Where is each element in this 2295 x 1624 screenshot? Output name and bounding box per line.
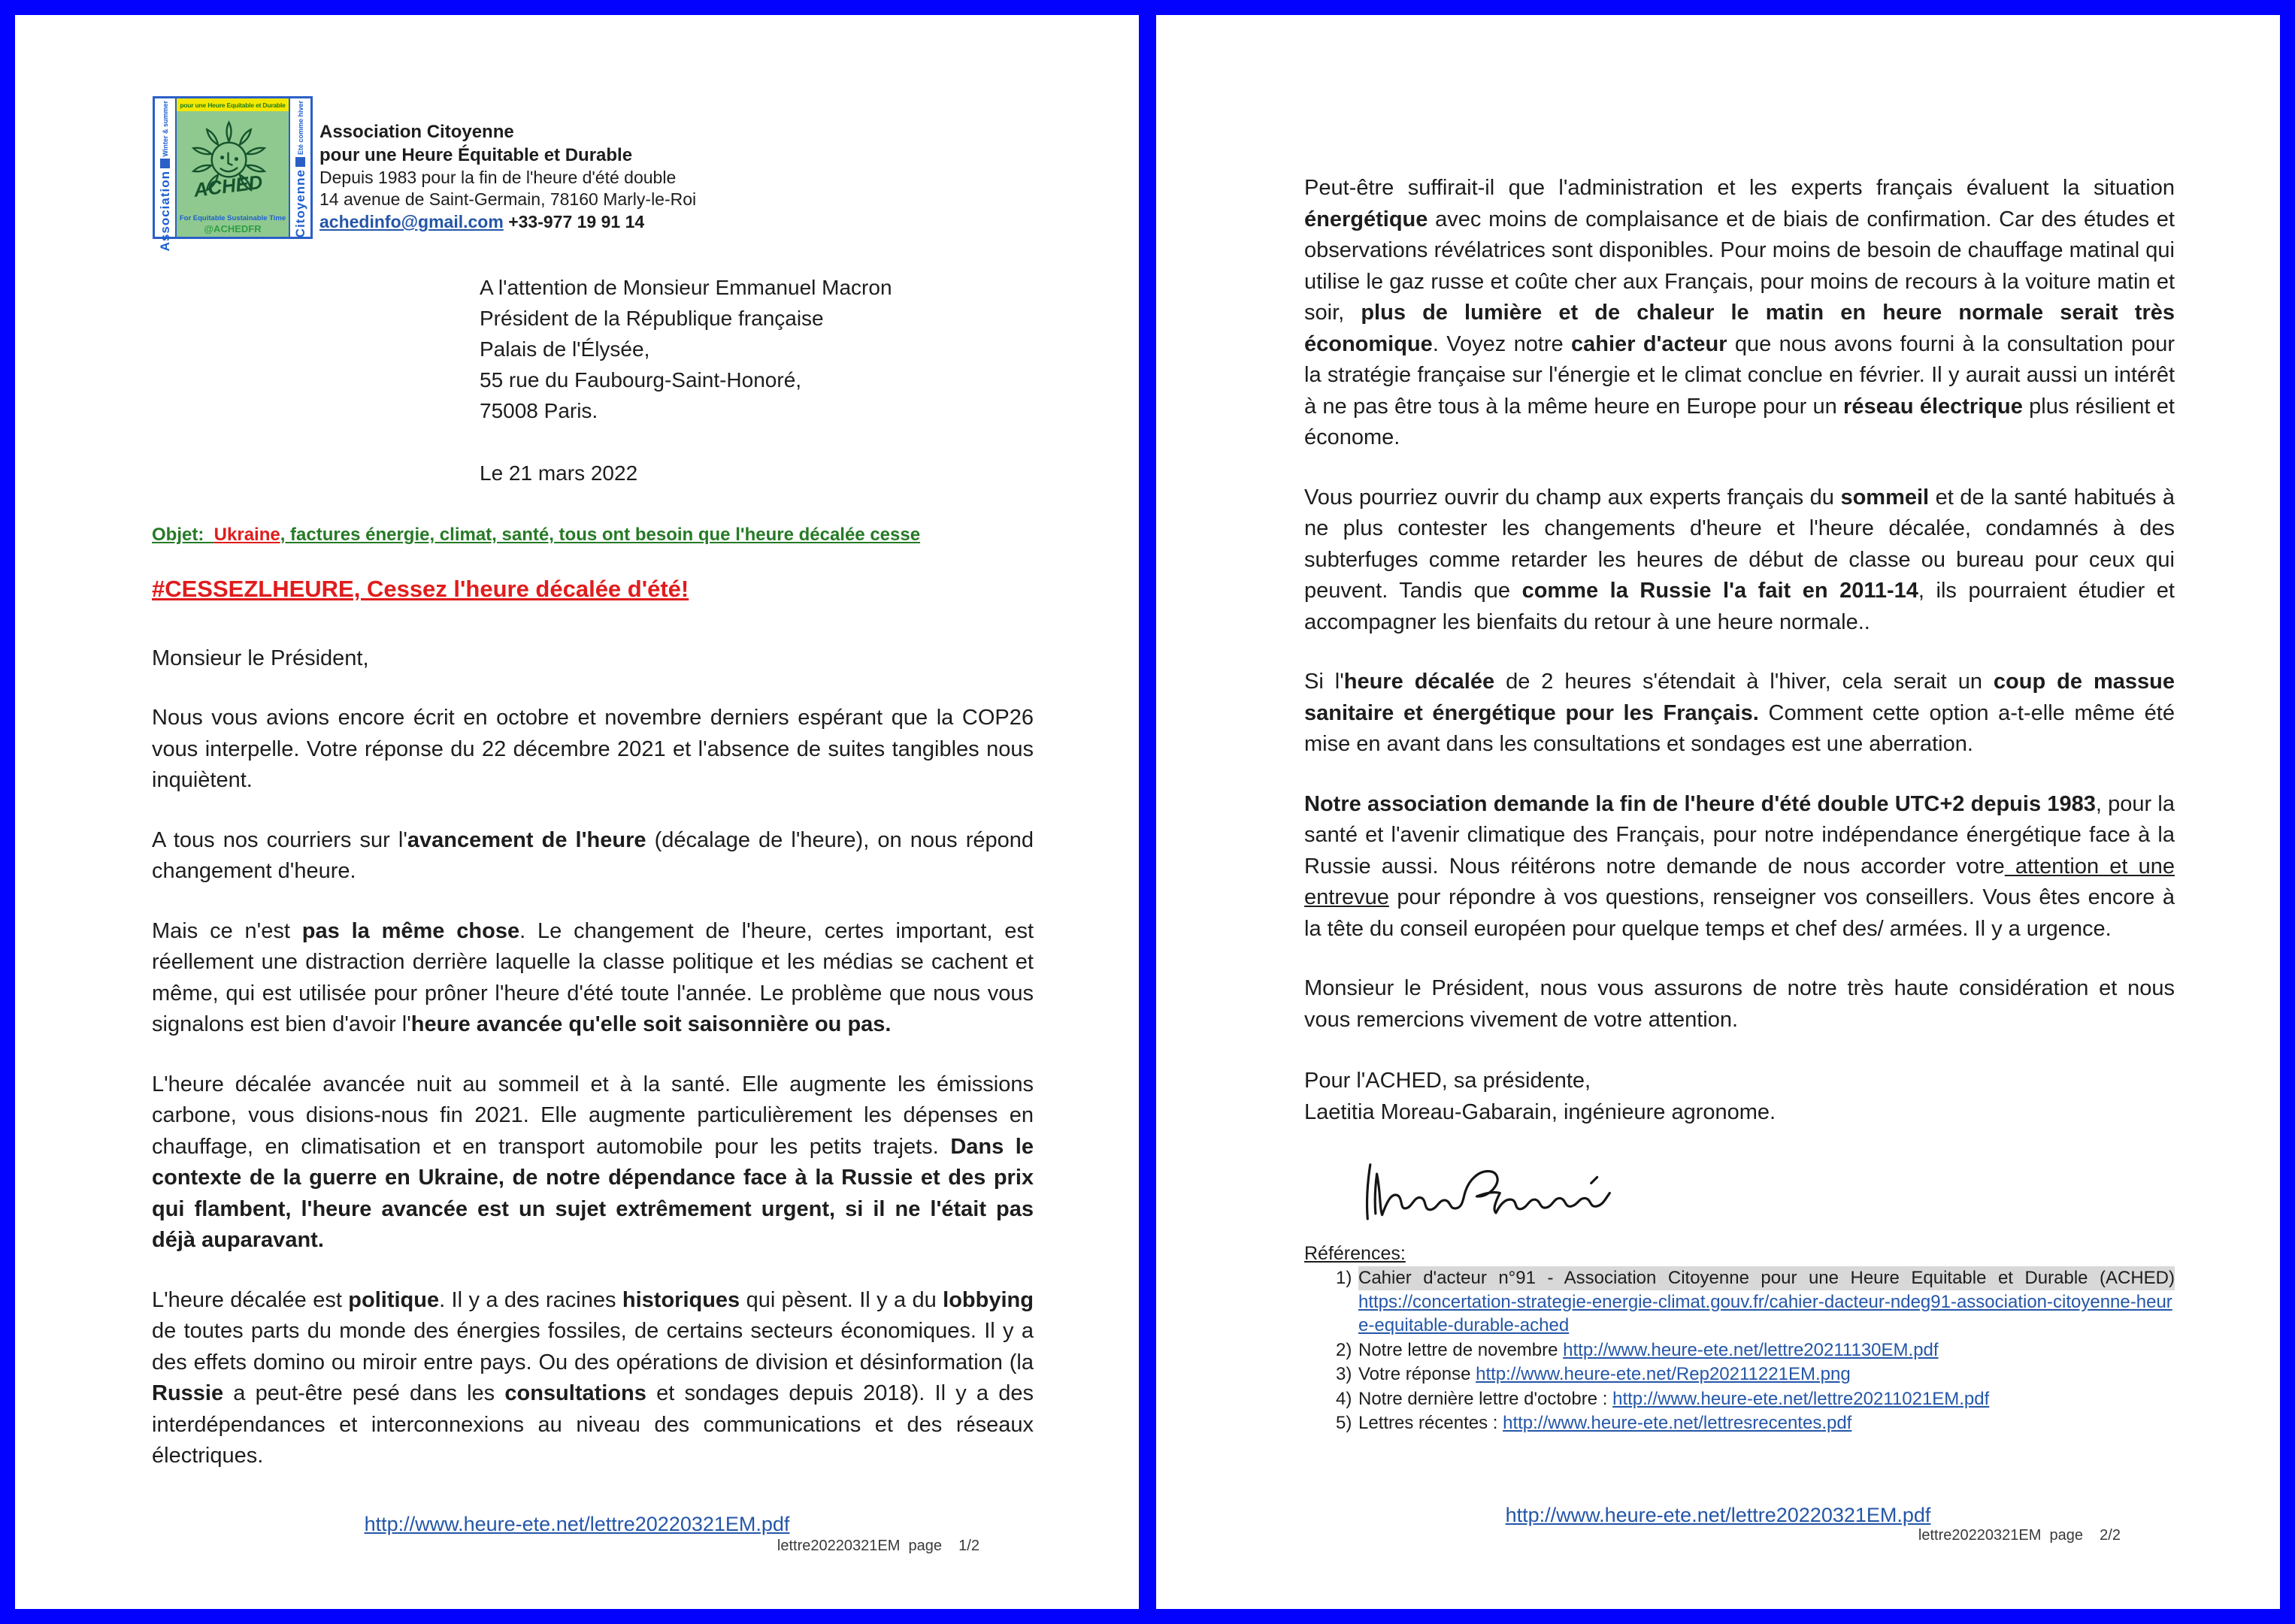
text-segment: cahier d'acteur (1571, 331, 1727, 356)
reference-item (1304, 1266, 2175, 1338)
text-segment: Dans le contexte de la guerre en Ukraine, de notre dépendance face à la Russie et des prix qui flambent, l'heure avancée est un sujet extrêmement urgent, si il ne l'était pas déjà auparavant. (152, 1134, 1034, 1252)
recipient-line: Président de la République française (480, 307, 824, 330)
logo-green-area (177, 111, 289, 237)
text-segment: Notre dernière lettre d'octobre : (1358, 1388, 1613, 1409)
org-contact-line (319, 210, 696, 234)
reference-number: 3) (1336, 1364, 1352, 1384)
footer-link-container (1156, 1504, 2280, 1527)
text-segment: Lettres récentes : (1358, 1413, 1503, 1433)
text-segment: heure décalée (1343, 670, 1495, 694)
text-segment: et de la santé habitués à ne plus contester les changements d'heure et l'heure décalée, condamnés à des subterfuges comme retarder les heures de début de classe ou bureau pour ceux qui peuvent. Tandis que (1304, 485, 2175, 603)
reference-text (1358, 1387, 2175, 1411)
text-segment: . Voyez notre (1432, 331, 1572, 356)
closing-line1: Pour l'ACHED, sa présidente, (1304, 1069, 1591, 1093)
text-segment: , pour la santé et l'avenir climatique des Français, pour notre indépendance énergétique face à la Russie aussi. Nous réitérons notre demande de nous accorder votre (1304, 791, 2175, 879)
text-segment: Nous vous avions encore écrit en octobre et novembre derniers espérant que la COP26 vous interpelle. Votre réponse du 22 décembre 2021 et l'absence de suites tangibles nous inquiètent. (152, 706, 1034, 792)
text-segment: avancement de l'heure (407, 827, 646, 852)
text-segment: L'heure décalée est (152, 1287, 349, 1312)
text-segment: consultations (504, 1381, 646, 1405)
text-segment: . Il y a des racines (439, 1287, 622, 1312)
text-segment: qui pèsent. Il y a du (740, 1287, 943, 1312)
logo-center (175, 98, 290, 237)
paragraph-2 (152, 825, 1034, 888)
page-number-label: lettre20220321EM page 1/2 (777, 1538, 979, 1554)
text-segment: pour répondre à vos questions, renseigner vos conseillers. Vous êtes encore à la tête du conseil européen pour quelque temps et chef des/ armées. Il y a urgence. (1304, 885, 2175, 941)
text-segment: Si l' (1304, 670, 1344, 694)
headline: #CESSEZLHEURE, Cessez l'heure décalée d'été! (152, 576, 689, 602)
link[interactable]: https://concertation-strategie-energie-climat.gouv.fr/cahier-dacteur-ndeg91-association-citoyenne-heure-equitable-durable-ached (1358, 1291, 2172, 1335)
text-segment: Comment cette option a-t-elle même été mise en avant dans les consultations et sondages est une aberration. (1304, 700, 2175, 756)
text-segment: politique (348, 1287, 440, 1312)
text-segment: L'heure décalée avancée nuit au sommeil et à la santé. Elle augmente les émissions carbone, vous disions-nous fin 2021. Elle augmente particulièrement les dépenses en chauffage, en climatisation et en transport automobile pour les petits trajets. (152, 1072, 1034, 1159)
text-segment: Ukraine (213, 525, 280, 545)
paragraph-1 (152, 703, 1034, 797)
text-segment: . Le changement de l'heure, certes important, est réellement une distraction derrière laquelle la classe politique et les médias se cachent et même, qui est utilisée pour prôner l'heure d'été toute l'année. Le problème que nous vous signalons est bien d'avoir l' (152, 918, 1034, 1036)
org-phone: +33-977 19 91 14 (503, 212, 645, 231)
reference-text (1358, 1411, 2175, 1435)
logo-twitter-handle: @ACHEDFR (204, 223, 262, 234)
reference-text (1358, 1338, 2175, 1362)
paragraph-5 (152, 1285, 1034, 1472)
org-address: 14 avenue de Saint-Germain, 78160 Marly-le-Roi (319, 189, 697, 209)
logo-ached-letters: ACHED (192, 171, 264, 201)
logo-left-small-text: Winter & summer (161, 101, 169, 157)
logo-right-large-text: Citoyenne (292, 169, 307, 238)
text-segment: Notre association demande la fin de l'heure d'été double UTC+2 depuis 1983 (1304, 791, 2096, 816)
reference-number: 2) (1336, 1339, 1352, 1360)
logo-bottom-line1: For Equitable Sustainable Time (179, 214, 286, 222)
text-segment: comme la Russie l'a fait en 2011-14 (1521, 579, 1918, 603)
text-segment: , ils pourraient étudier et accompagner les bienfaits du retour à une heure normale.. (1304, 579, 2175, 634)
letter-page-2 (1156, 15, 2280, 1609)
ached-logo (153, 96, 313, 252)
link[interactable]: http://www.heure-ete.net/lettre20211130EM.pdf (1563, 1339, 1939, 1360)
org-tagline: Depuis 1983 pour la fin de l'heure d'été double (319, 168, 677, 187)
reference-item (1304, 1411, 2175, 1435)
footer-pdf-link[interactable]: http://www.heure-ete.net/lettre20220321EM.pdf (364, 1513, 790, 1535)
org-name-line1: Association Citoyenne (319, 122, 514, 142)
text-segment: avec moins de complaisance et de biais de confirmation. Car des études et observations révélatrices sont disponibles. Pour moins de besoin de chauffage matinal qui utilise le gaz russe et coûte cher aux Français, pour moins de recours à la voiture matin et soir, (1304, 207, 2175, 325)
subject-line (152, 520, 1034, 550)
text-segment: (décalage de l'heure), on nous répond changement d'heure. (152, 827, 1034, 883)
paragraph-10 (1304, 973, 2175, 1036)
text-segment: Mais ce n'est (152, 918, 302, 943)
logo-right-small-text: Eté comme hiver (296, 101, 304, 156)
closing-line2: Laetitia Moreau-Gabarain, ingénieure agronome. (1304, 1099, 1776, 1124)
page1-body (152, 520, 1034, 1472)
recipient-block (480, 272, 892, 488)
signature (1346, 1136, 2175, 1238)
text-segment: , factures énergie, climat, santé, tous ont besoin que l'heure décalée cesse (280, 525, 921, 545)
text-segment: plus de lumière et de chaleur le matin en heure normale serait très économique (1304, 301, 2175, 356)
letter-date: Le 21 mars 2022 (480, 461, 638, 485)
text-segment: attention et une entrevue (1304, 854, 2175, 909)
paragraph-3 (152, 916, 1034, 1041)
text-segment: de 2 heures s'étendait à l'hiver, cela serait un (1494, 670, 1994, 694)
text-segment: Notre lettre de novembre (1358, 1339, 1564, 1360)
paragraph-4 (152, 1069, 1034, 1257)
salutation: Monsieur le Président, (152, 646, 369, 670)
logo-left-strip (155, 98, 175, 252)
page2-body (1304, 173, 2175, 1435)
link[interactable]: http://www.heure-ete.net/Rep20211221EM.png (1476, 1364, 1851, 1384)
reference-text (1358, 1362, 2175, 1387)
reference-item (1304, 1362, 2175, 1387)
logo-separator-square (295, 157, 305, 167)
sun-drawing-icon (177, 111, 289, 214)
reference-number: 1) (1336, 1268, 1352, 1288)
logo-separator-square (160, 159, 170, 168)
text-segment: et sondages depuis 2018). Il y a des interdépendances et interconnexions au niveau des communications et des réseaux électriques. (152, 1381, 1034, 1468)
link[interactable]: http://www.heure-ete.net/lettre20211021EM.pdf (1612, 1388, 1990, 1409)
org-header (319, 120, 696, 234)
text-segment: Russie (152, 1381, 224, 1405)
letter-page-1 (15, 15, 1139, 1609)
logo-yellow-band: pour une Heure Equitable et Durable (177, 98, 289, 111)
text-segment: Monsieur le Président, nous vous assurons de notre très haute considération et nous vous remercions vivement de votre attention. (1304, 976, 2175, 1032)
text-segment: a peut-être pesé dans les (223, 1381, 505, 1405)
logo-right-strip (290, 98, 310, 237)
text-segment: Votre réponse (1358, 1364, 1476, 1384)
reference-item (1304, 1387, 2175, 1411)
footer-pdf-link[interactable]: http://www.heure-ete.net/lettre20220321EM.pdf (1505, 1504, 1931, 1526)
references-label: Références: (1304, 1243, 1406, 1264)
logo-left-large-text: Association (157, 171, 172, 252)
recipient-line: A l'attention de Monsieur Emmanuel Macron (480, 276, 892, 299)
text-segment: plus résilient et économe. (1304, 394, 2175, 449)
closing-block (1304, 1066, 2175, 1128)
text-segment: coup de massue sanitaire et énergétique pour les Français. (1304, 670, 2175, 725)
recipient-line: Palais de l'Élysée, (480, 337, 650, 361)
org-name-line2: pour une Heure Équitable et Durable (319, 145, 633, 165)
reference-item (1304, 1338, 2175, 1362)
text-segment: pas la même chose (301, 918, 520, 943)
text-segment: heure avancée qu'elle soit saisonnière ou pas. (410, 1012, 892, 1036)
reference-number: 4) (1336, 1388, 1352, 1409)
text-segment: A tous nos courriers sur l' (152, 827, 407, 852)
page-number-label: lettre20220321EM page 2/2 (1918, 1527, 2121, 1544)
paragraph-9 (1304, 789, 2175, 945)
handwritten-signature-icon (1346, 1136, 1646, 1235)
text-segment: de toutes parts du monde des énergies fossiles, de certains secteurs économiques. Il y a des effets domino ou miroir entre pays. Ou des opérations de division et désinformation (la (152, 1319, 1034, 1375)
text-segment: sommeil (1840, 485, 1930, 510)
reference-text (1358, 1266, 2175, 1338)
recipient-line: 55 rue du Faubourg-Saint-Honoré, (480, 368, 802, 392)
text-segment: Peut-être suffirait-il que l'administration et les experts français évaluent la situation (1304, 176, 2175, 200)
recipient-line: 75008 Paris. (480, 399, 598, 422)
text-segment: que nous avons fourni à la consultation pour la stratégie française sur l'énergie et le climat conclue en février. Il y aurait aussi un intérêt à ne pas être tous à la même heure en Europe pour un (1304, 331, 2175, 419)
text-segment: Cahier d'acteur n°91 - Association Citoyenne pour une Heure Equitable et Durable (ACHED) (1358, 1266, 2175, 1290)
org-email-link[interactable]: achedinfo@gmail.com (319, 212, 504, 231)
text-segment: Vous pourriez ouvrir du champ aux experts français du (1304, 485, 1841, 510)
text-segment: réseau électrique (1843, 394, 2023, 419)
text-segment: Objet: (152, 525, 214, 545)
text-segment: énergétique (1304, 207, 1428, 231)
text-segment: lobbying (943, 1287, 1034, 1312)
references-section (1304, 1241, 2175, 1435)
paragraph-8 (1304, 667, 2175, 761)
footer-link-container (15, 1513, 1139, 1536)
link[interactable]: http://www.heure-ete.net/lettresrecentes.pdf (1503, 1413, 1852, 1433)
paragraph-6 (1304, 173, 2175, 454)
text-segment: historiques (622, 1287, 740, 1312)
paragraph-7 (1304, 482, 2175, 639)
reference-number: 5) (1336, 1413, 1352, 1433)
